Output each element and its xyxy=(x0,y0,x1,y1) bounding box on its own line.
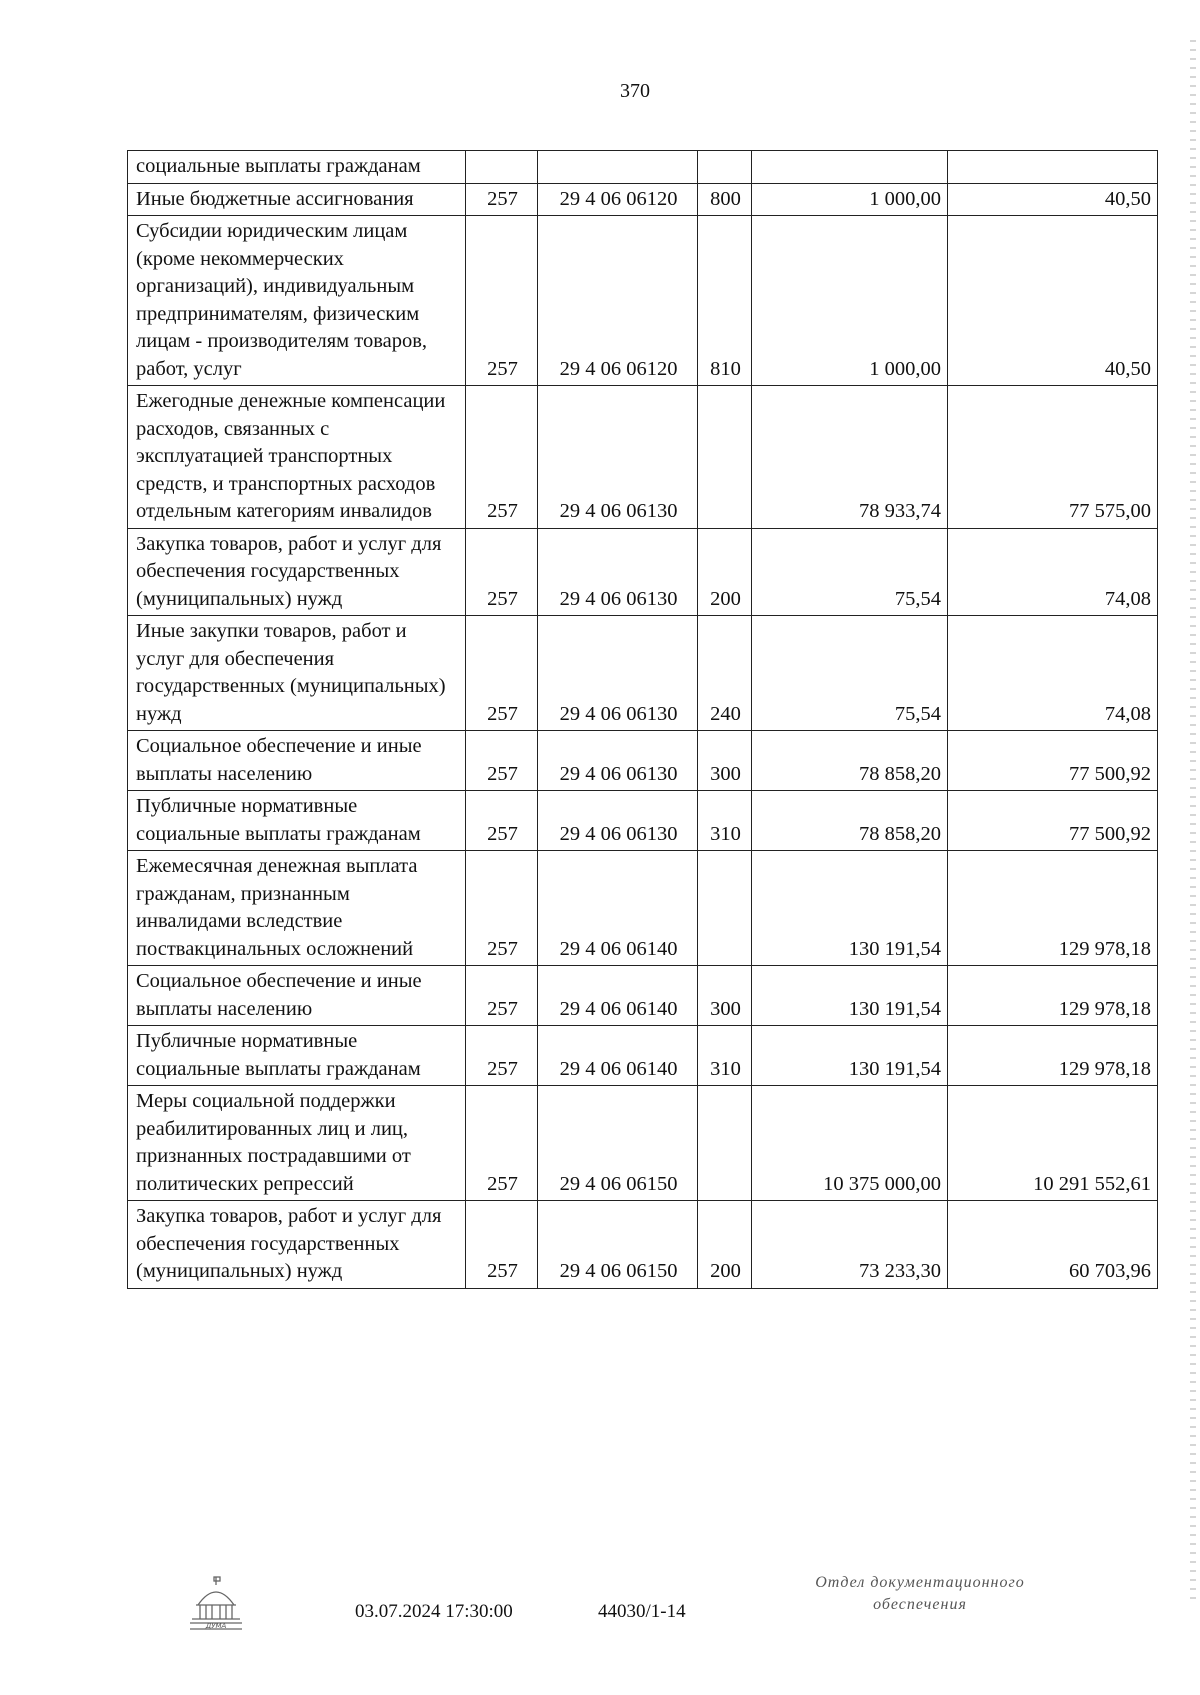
table-row xyxy=(128,183,1158,216)
cell-expense-type xyxy=(698,851,752,966)
table-row xyxy=(128,1201,1158,1289)
cell-planned-amount: 78 933,74 xyxy=(752,386,948,529)
table-row xyxy=(128,528,1158,616)
cell-department-code: 257 xyxy=(466,216,538,386)
cell-target-article: 29 4 06 06140 xyxy=(538,1026,698,1086)
cell-department-code: 257 xyxy=(466,616,538,731)
cell-actual-amount xyxy=(948,151,1158,184)
stamp-text: ДУМА xyxy=(205,1622,227,1630)
cell-actual-amount: 129 978,18 xyxy=(948,966,1158,1026)
cell-planned-amount: 78 858,20 xyxy=(752,791,948,851)
cell-department-code: 257 xyxy=(466,528,538,616)
cell-target-article: 29 4 06 06130 xyxy=(538,731,698,791)
cell-planned-amount: 130 191,54 xyxy=(752,851,948,966)
table-row xyxy=(128,216,1158,386)
cell-actual-amount: 77 575,00 xyxy=(948,386,1158,529)
cell-target-article: 29 4 06 06130 xyxy=(538,528,698,616)
cell-actual-amount: 60 703,96 xyxy=(948,1201,1158,1289)
cell-target-article: 29 4 06 06120 xyxy=(538,216,698,386)
cell-target-article: 29 4 06 06140 xyxy=(538,851,698,966)
cell-expense-type: 240 xyxy=(698,616,752,731)
cell-expense-type: 200 xyxy=(698,528,752,616)
cell-target-article: 29 4 06 06150 xyxy=(538,1201,698,1289)
cell-planned-amount: 10 375 000,00 xyxy=(752,1086,948,1201)
cell-actual-amount: 40,50 xyxy=(948,216,1158,386)
budget-table xyxy=(127,150,1158,1289)
table-row xyxy=(128,791,1158,851)
budget-table-container xyxy=(127,150,1157,1289)
cell-planned-amount: 1 000,00 xyxy=(752,183,948,216)
cell-expense-type xyxy=(698,386,752,529)
department-line-2: обеспечения xyxy=(873,1596,967,1613)
cell-actual-amount: 129 978,18 xyxy=(948,851,1158,966)
cell-expense-name: Иные бюджетные ассигнования xyxy=(128,183,466,216)
cell-department-code: 257 xyxy=(466,851,538,966)
cell-planned-amount: 130 191,54 xyxy=(752,966,948,1026)
cell-target-article: 29 4 06 06130 xyxy=(538,386,698,529)
page-number: 370 xyxy=(620,80,650,102)
cell-department-code: 257 xyxy=(466,1086,538,1201)
cell-department-code: 257 xyxy=(466,183,538,216)
cell-target-article: 29 4 06 06140 xyxy=(538,966,698,1026)
cell-actual-amount: 40,50 xyxy=(948,183,1158,216)
cell-expense-name: Закупка товаров, работ и услуг для обеспечения государственных (муниципальных) нужд xyxy=(128,1201,466,1289)
cell-planned-amount: 1 000,00 xyxy=(752,216,948,386)
cell-expense-type: 300 xyxy=(698,731,752,791)
cell-expense-type: 810 xyxy=(698,216,752,386)
cell-expense-type: 310 xyxy=(698,791,752,851)
department-line-1: Отдел документационного xyxy=(815,1574,1025,1591)
table-row xyxy=(128,151,1158,184)
duma-emblem-icon xyxy=(188,1575,244,1633)
cell-planned-amount: 130 191,54 xyxy=(752,1026,948,1086)
cell-actual-amount: 74,08 xyxy=(948,528,1158,616)
cell-actual-amount: 74,08 xyxy=(948,616,1158,731)
cell-actual-amount: 77 500,92 xyxy=(948,791,1158,851)
table-row xyxy=(128,851,1158,966)
registration-number: 44030/1-14 xyxy=(598,1601,686,1622)
cell-planned-amount: 78 858,20 xyxy=(752,731,948,791)
cell-department-code xyxy=(466,151,538,184)
cell-planned-amount: 75,54 xyxy=(752,528,948,616)
cell-planned-amount: 75,54 xyxy=(752,616,948,731)
document-date: 03.07.2024 17:30:00 xyxy=(355,1601,513,1622)
cell-expense-name: Иные закупки товаров, работ и услуг для обеспечения государственных (муниципальных) нужд xyxy=(128,616,466,731)
cell-expense-name: Закупка товаров, работ и услуг для обеспечения государственных (муниципальных) нужд xyxy=(128,528,466,616)
cell-expense-type xyxy=(698,151,752,184)
cell-actual-amount: 77 500,92 xyxy=(948,731,1158,791)
cell-target-article: 29 4 06 06130 xyxy=(538,616,698,731)
table-row xyxy=(128,1086,1158,1201)
cell-expense-name: Ежемесячная денежная выплата гражданам, признанным инвалидами вследствие поствакцинальных осложнений xyxy=(128,851,466,966)
cell-department-code: 257 xyxy=(466,1201,538,1289)
cell-actual-amount: 129 978,18 xyxy=(948,1026,1158,1086)
budget-table-body xyxy=(128,151,1158,1289)
cell-expense-name: Социальное обеспечение и иные выплаты населению xyxy=(128,966,466,1026)
cell-actual-amount: 10 291 552,61 xyxy=(948,1086,1158,1201)
table-row xyxy=(128,731,1158,791)
cell-expense-name: Социальное обеспечение и иные выплаты населению xyxy=(128,731,466,791)
cell-department-code: 257 xyxy=(466,731,538,791)
cell-department-code: 257 xyxy=(466,386,538,529)
cell-expense-name: социальные выплаты гражданам xyxy=(128,151,466,184)
table-row xyxy=(128,616,1158,731)
cell-expense-name: Меры социальной поддержки реабилитированных лиц и лиц, признанных пострадавшими от политических репрессий xyxy=(128,1086,466,1201)
table-row xyxy=(128,1026,1158,1086)
cell-department-code: 257 xyxy=(466,791,538,851)
table-row xyxy=(128,386,1158,529)
cell-expense-type: 200 xyxy=(698,1201,752,1289)
cell-planned-amount: 73 233,30 xyxy=(752,1201,948,1289)
cell-expense-type xyxy=(698,1086,752,1201)
cell-expense-name: Ежегодные денежные компенсации расходов, связанных с эксплуатацией транспортных средств, и транспортных расходов отдельным категориям инвалидов xyxy=(128,386,466,529)
cell-expense-type: 300 xyxy=(698,966,752,1026)
cell-target-article xyxy=(538,151,698,184)
cell-department-code: 257 xyxy=(466,966,538,1026)
scan-edge-artifact xyxy=(1190,40,1196,1600)
cell-expense-type: 800 xyxy=(698,183,752,216)
cell-expense-name: Публичные нормативные социальные выплаты гражданам xyxy=(128,1026,466,1086)
cell-expense-name: Публичные нормативные социальные выплаты гражданам xyxy=(128,791,466,851)
cell-target-article: 29 4 06 06150 xyxy=(538,1086,698,1201)
cell-expense-name: Субсидии юридическим лицам (кроме некоммерческих организаций), индивидуальным предпринимателям, физическим лицам - производителям товаров, работ, услуг xyxy=(128,216,466,386)
cell-planned-amount xyxy=(752,151,948,184)
cell-target-article: 29 4 06 06130 xyxy=(538,791,698,851)
cell-department-code: 257 xyxy=(466,1026,538,1086)
cell-expense-type: 310 xyxy=(698,1026,752,1086)
department-stamp xyxy=(780,1572,1060,1616)
table-row xyxy=(128,966,1158,1026)
cell-target-article: 29 4 06 06120 xyxy=(538,183,698,216)
